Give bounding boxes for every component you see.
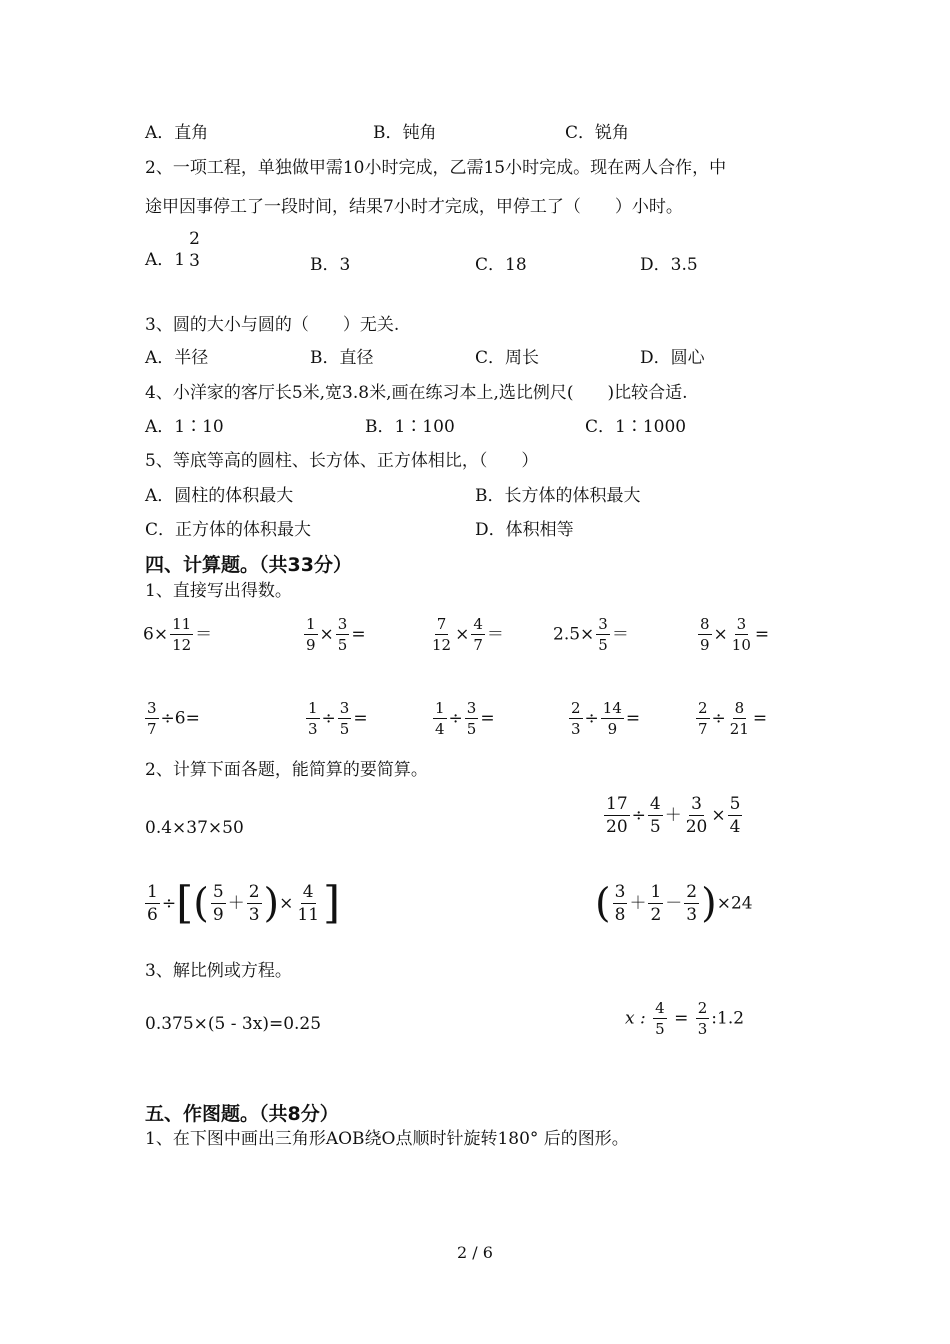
section5-title: 五、作图题。（共8分）: [145, 1103, 339, 1125]
q1-option-a: A．直角: [145, 123, 209, 143]
calc-r1-e: [696, 614, 769, 655]
q2-option-b: B．3: [310, 255, 351, 275]
left-paren: (: [193, 880, 209, 927]
q3-option-a: A．半径: [145, 348, 209, 368]
fraction-denominator: 12: [172, 636, 192, 654]
fraction-numerator: 2: [248, 882, 260, 902]
fraction-numerator: 3: [691, 794, 702, 814]
fraction-denominator: 9: [607, 720, 618, 738]
fraction-denominator: 6: [147, 905, 158, 925]
fraction-numerator: 2: [189, 229, 200, 249]
calc-text: =: [754, 624, 770, 645]
fraction-denominator: 9: [700, 636, 710, 654]
operator: ×: [711, 805, 726, 826]
calc-r1-c: [428, 614, 504, 655]
calc-text: ＝: [486, 624, 504, 645]
calc-text: 2.5×: [553, 624, 595, 645]
fraction-denominator: 4: [435, 720, 445, 738]
fraction-numerator: 3: [339, 699, 350, 717]
q3-option-c: C．周长: [475, 348, 540, 368]
section4-sub3: 3、解比例或方程。: [145, 961, 292, 981]
fraction-denominator: 20: [685, 817, 708, 837]
fraction-numerator: 14: [602, 699, 622, 717]
q5-option-d: D．体积相等: [475, 520, 574, 540]
calc-text: =: [353, 708, 368, 729]
right-bracket: ]: [323, 877, 341, 929]
fraction-numerator: 4: [302, 882, 314, 902]
section4-sub1: 1、直接写出得数。: [145, 581, 292, 601]
q2-option-c: C．18: [475, 255, 527, 275]
fraction-numerator: 2: [571, 699, 581, 717]
fraction-numerator: 1: [306, 615, 316, 633]
calc-text: =: [752, 708, 768, 729]
q2-text-line2: 途甲因事停工了一段时间，结果7小时才完成，甲停工了（ ）小时。: [145, 197, 683, 217]
fraction-denominator: 5: [466, 720, 477, 738]
q4-option-a: A．1∶10: [145, 417, 224, 437]
operator: ×: [279, 893, 294, 914]
fraction-denominator: 12: [432, 636, 452, 654]
operator: －: [665, 893, 683, 914]
q3-option-d: D．圆心: [640, 348, 705, 368]
calc-r1-d: [553, 614, 629, 655]
calc-text: ×24: [716, 893, 753, 914]
calc-text: =: [625, 708, 641, 729]
fraction-numerator: 4: [649, 794, 661, 814]
fraction-numerator: 1: [435, 699, 445, 717]
operator: ＋: [227, 893, 245, 914]
fraction-numerator: 17: [606, 794, 628, 814]
fraction-denominator: 9: [212, 905, 224, 925]
calc-text: =: [480, 708, 495, 729]
calc-text: =: [668, 1008, 694, 1029]
calc-r2-e: [694, 698, 767, 739]
fraction-denominator: 8: [614, 905, 626, 925]
fraction-numerator: 1: [308, 699, 318, 717]
calc-r1-b: [302, 614, 366, 655]
q5-option-c: C．正方体的体积最大: [145, 520, 312, 540]
fraction-denominator: 5: [655, 1020, 665, 1038]
fraction-denominator: 5: [649, 817, 661, 837]
fraction-denominator: 5: [598, 636, 608, 654]
fraction-denominator: 3: [308, 720, 318, 738]
q4-option-b: B．1∶100: [365, 417, 455, 437]
fraction-numerator: 4: [655, 999, 665, 1017]
fraction-denominator: 20: [606, 817, 628, 837]
operator: ÷: [711, 708, 726, 729]
fraction-denominator: 3: [571, 720, 581, 738]
operator: ÷: [321, 708, 336, 729]
q2-option-d: D．3.5: [640, 255, 698, 275]
q2-option-a-prefix: A．1: [145, 250, 186, 270]
calc-r2-a: [143, 698, 200, 739]
fraction-denominator: 7: [698, 720, 708, 738]
section5-q1: 1、在下图中画出三角形AOB绕O点顺时针旋转180° 后的图形。: [145, 1129, 629, 1149]
operator: ＋: [629, 893, 647, 914]
calc-text: ÷6=: [160, 708, 200, 729]
calc-expression-1: 0.4×37×50: [145, 818, 244, 838]
calc-r2-c: [431, 698, 495, 739]
fraction-denominator: 7: [147, 720, 157, 738]
q1-option-b: B．钝角: [373, 123, 437, 143]
operator: ÷: [448, 708, 463, 729]
calc-expression-3: [143, 876, 340, 931]
q3-text: 3、圆的大小与圆的（ ）无关.: [145, 315, 400, 335]
calc-text: :1.2: [711, 1008, 745, 1029]
fraction-denominator: 5: [337, 636, 348, 654]
fraction-numerator: 5: [212, 882, 224, 902]
fraction-denominator: 11: [297, 905, 320, 925]
left-paren: (: [595, 880, 611, 927]
fraction-numerator: 4: [473, 615, 483, 633]
q5-text: 5、等底等高的圆柱、长方体、正方体相比，（ ）: [145, 451, 539, 471]
fraction-numerator: 11: [172, 615, 192, 633]
fraction-numerator: 1: [147, 882, 158, 902]
fraction-numerator: 3: [337, 615, 348, 633]
fraction-denominator: 3: [697, 1020, 708, 1038]
q3-option-b: B．直径: [310, 348, 374, 368]
fraction-numerator: 3: [614, 882, 626, 902]
operator: ＋: [664, 805, 682, 826]
calc-r2-b: [304, 698, 368, 739]
q5-option-a: A．圆柱的体积最大: [145, 486, 294, 506]
operator: ÷: [584, 708, 599, 729]
q1-option-c: C．锐角: [565, 123, 630, 143]
fraction-numerator: 7: [436, 615, 447, 633]
operator: ×: [713, 624, 728, 645]
fraction-numerator: 8: [700, 615, 710, 633]
fraction-denominator: 2: [650, 905, 662, 925]
operator: ÷: [631, 805, 646, 826]
calc-r1-a: [143, 614, 212, 655]
fraction-numerator: 3: [466, 699, 477, 717]
fraction-denominator: 3: [189, 251, 200, 271]
fraction-numerator: 3: [736, 615, 747, 633]
equation-2: [625, 996, 744, 1041]
calc-text: =: [351, 624, 366, 645]
fraction-numerator: 8: [734, 699, 745, 717]
fraction-denominator: 4: [729, 817, 741, 837]
fraction-denominator: 3: [686, 905, 698, 925]
q2-text-line1: 2、一项工程，单独做甲需10小时完成，乙需15小时完成。现在两人合作，中: [145, 158, 727, 178]
fraction-denominator: 3: [248, 905, 260, 925]
calc-text: ＝: [611, 624, 629, 645]
calc-text: 6×: [143, 624, 169, 645]
calc-expression-2: [602, 790, 744, 841]
fraction-numerator: 2: [697, 999, 708, 1017]
fraction-denominator: 9: [306, 636, 316, 654]
calc-text: x :: [625, 1008, 652, 1029]
calc-r2-d: [567, 698, 640, 739]
fraction-denominator: 21: [729, 720, 749, 738]
left-bracket: [: [176, 877, 194, 929]
operator: ÷: [161, 893, 177, 914]
fraction-numerator: 3: [598, 615, 608, 633]
section4-sub2: 2、计算下面各题，能简算的要简算。: [145, 760, 428, 780]
fraction-numerator: 2: [698, 699, 708, 717]
fraction-numerator: 2: [686, 882, 698, 902]
operator: ×: [319, 624, 334, 645]
q2-option-a: [145, 229, 204, 271]
operator: ×: [455, 624, 470, 645]
q4-option-c: C．1∶1000: [585, 417, 687, 437]
fraction-denominator: 10: [731, 636, 751, 654]
fraction-denominator: 5: [339, 720, 350, 738]
q4-text: 4、小洋家的客厅长5米,宽3.8米,画在练习本上,选比例尺( )比较合适.: [145, 383, 688, 403]
right-paren: ): [701, 880, 717, 927]
fraction-numerator: 1: [650, 882, 662, 902]
fraction-numerator: 5: [729, 794, 741, 814]
fraction-denominator: 7: [473, 636, 483, 654]
page-number: 2 / 6: [457, 1243, 493, 1262]
fraction-numerator: 3: [147, 699, 157, 717]
q5-option-b: B．长方体的体积最大: [475, 486, 641, 506]
calc-expression-4: [595, 876, 753, 931]
calc-text: ＝: [195, 624, 213, 645]
right-paren: ): [263, 880, 280, 927]
section4-title: 四、计算题。（共33分）: [145, 554, 352, 576]
equation-1: 0.375×(5 - 3x)=0.25: [145, 1014, 322, 1034]
